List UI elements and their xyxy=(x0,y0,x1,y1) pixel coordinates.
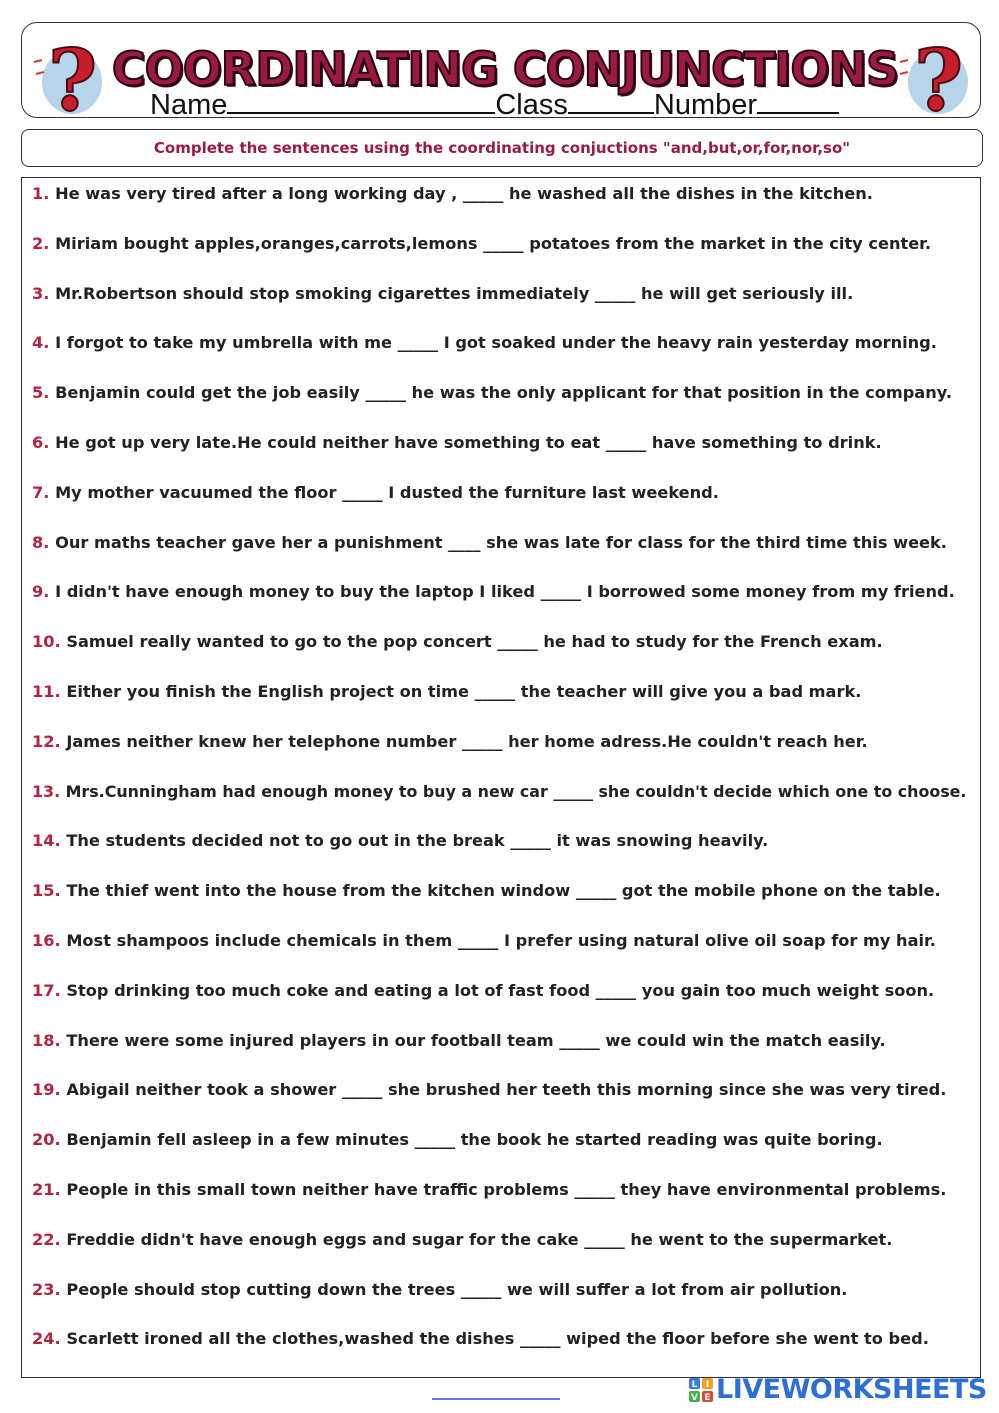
question-item xyxy=(32,632,883,652)
liveworksheets-logo-icon xyxy=(688,1377,714,1403)
instructions-text: Complete the sentences using the coordinating conjuctions "and,but,or,for,nor,so" xyxy=(153,139,851,157)
question-item xyxy=(32,184,873,204)
page-title: COORDINATING CONJUNCTIONS xyxy=(111,42,899,96)
brand-name: LIVEWORKSHEETS xyxy=(716,1374,987,1405)
name-label: Name xyxy=(150,89,228,121)
question-text: Abigail neither took a shower _____ she brushed her teeth this morning since she was very tired. xyxy=(66,1080,947,1100)
footer-underline xyxy=(432,1398,560,1400)
question-number: 16. xyxy=(32,931,61,950)
svg-text:?: ? xyxy=(914,31,964,120)
question-text: He was very tired after a long working day , _____ he washed all the dishes in the kitchen. xyxy=(55,184,873,203)
logo-letter-v: V xyxy=(691,1393,698,1403)
question-text: Stop drinking too much coke and eating a lot of fast food _____ you gain too much weight soon. xyxy=(66,980,935,1000)
liveworksheets-logo xyxy=(688,1376,988,1404)
question-text: People should stop cutting down the trees _____ we will suffer a lot from air pollution. xyxy=(66,1279,848,1299)
question-text: He got up very late.He could neither have something to eat _____ have something to drink. xyxy=(55,433,882,452)
question-text: Mrs.Cunningham had enough money to buy a new car _____ she couldn't decide which one to choose. xyxy=(65,781,967,801)
question-number: 23. xyxy=(32,1279,61,1299)
question-number: 18. xyxy=(32,1030,61,1050)
question-number: 8. xyxy=(32,532,50,552)
question-number: 15. xyxy=(32,881,61,901)
question-number: 2. xyxy=(32,233,50,253)
question-text: My mother vacuumed the floor _____ I dusted the furniture last weekend. xyxy=(55,482,719,502)
question-text: Benjamin could get the job easily _____ he was the only applicant for that position in the company. xyxy=(55,383,952,403)
question-number: 13. xyxy=(32,781,61,801)
question-item xyxy=(32,732,868,752)
number-label: Number xyxy=(653,89,758,121)
question-mark-icon xyxy=(898,30,978,120)
question-item xyxy=(32,782,966,802)
question-item xyxy=(32,1230,892,1250)
question-item xyxy=(32,234,931,254)
question-item xyxy=(32,881,941,901)
question-number: 9. xyxy=(32,582,50,602)
question-number: 5. xyxy=(32,383,50,403)
student-info-line xyxy=(150,88,870,122)
question-text: There were some injured players in our football team _____ we could win the match easily. xyxy=(66,1030,886,1050)
question-text: Benjamin fell asleep in a few minutes _____ the book he started reading was quite boring. xyxy=(66,1130,883,1150)
question-number: 24. xyxy=(32,1329,61,1349)
question-text: I didn't have enough money to buy the laptop I liked _____ I borrowed some money from my friend. xyxy=(55,582,955,602)
question-number: 10. xyxy=(32,632,61,652)
question-number: 22. xyxy=(32,1229,61,1249)
question-item xyxy=(32,333,937,353)
question-text: Most shampoos include chemicals in them _____ I prefer using natural olive oil soap for my hair. xyxy=(66,931,936,950)
logo-letter-i: I xyxy=(705,1380,710,1390)
question-item xyxy=(32,1130,883,1150)
question-number: 17. xyxy=(32,980,61,1000)
class-field[interactable] xyxy=(568,88,654,114)
question-text: The students decided not to go out in the break _____ it was snowing heavily. xyxy=(66,831,769,851)
logo-letter-e: E xyxy=(704,1393,711,1403)
class-label: Class xyxy=(495,89,568,121)
question-number: 21. xyxy=(32,1180,61,1199)
question-number: 12. xyxy=(32,731,61,751)
question-mark-icon xyxy=(28,30,108,120)
question-item xyxy=(32,483,719,503)
question-number: 20. xyxy=(32,1130,61,1150)
question-text: People in this small town neither have traffic problems _____ they have environmental problems. xyxy=(66,1180,947,1199)
question-number: 11. xyxy=(32,682,61,701)
question-item xyxy=(32,831,768,851)
question-number: 7. xyxy=(32,482,50,502)
question-text: Mr.Robertson should stop smoking cigarettes immediately _____ he will get seriously ill. xyxy=(55,283,854,303)
question-text: I forgot to take my umbrella with me _____ I got soaked under the heavy rain yesterday morning. xyxy=(55,333,937,353)
question-item xyxy=(32,533,947,553)
question-item xyxy=(32,582,955,602)
question-text: Miriam bought apples,oranges,carrots,lemons _____ potatoes from the market in the city center. xyxy=(55,233,932,253)
svg-text:?: ? xyxy=(48,31,98,120)
question-number: 6. xyxy=(32,433,50,452)
question-number: 4. xyxy=(32,333,50,353)
number-field[interactable] xyxy=(757,88,839,114)
question-item xyxy=(32,931,936,951)
question-text: Either you finish the English project on time _____ the teacher will give you a bad mark. xyxy=(66,682,862,701)
question-item xyxy=(32,284,853,304)
question-number: 14. xyxy=(32,831,61,851)
question-number: 3. xyxy=(32,283,50,303)
question-text: Our maths teacher gave her a punishment ____ she was late for class for the third time this week. xyxy=(55,532,947,552)
question-item xyxy=(32,1080,946,1100)
question-item xyxy=(32,981,934,1001)
question-text: Freddie didn't have enough eggs and sugar for the cake _____ he went to the supermarket. xyxy=(66,1229,893,1249)
question-item xyxy=(32,1180,946,1200)
question-item xyxy=(32,1031,886,1051)
question-item xyxy=(32,383,952,403)
instructions-box xyxy=(21,129,983,167)
question-item xyxy=(32,433,882,453)
question-item xyxy=(32,1280,847,1300)
question-number: 1. xyxy=(32,184,50,203)
question-number: 19. xyxy=(32,1080,61,1100)
question-item xyxy=(32,682,861,702)
question-text: James neither knew her telephone number _____ her home adress.He couldn't reach her. xyxy=(66,731,868,751)
question-text: The thief went into the house from the kitchen window _____ got the mobile phone on the table. xyxy=(66,881,941,901)
question-item xyxy=(32,1329,929,1349)
logo-letter-l: L xyxy=(691,1380,698,1390)
question-text: Scarlett ironed all the clothes,washed the dishes _____ wiped the floor before she went to bed. xyxy=(66,1329,929,1349)
name-field[interactable] xyxy=(227,88,495,114)
question-text: Samuel really wanted to go to the pop concert _____ he had to study for the French exam. xyxy=(66,632,883,652)
